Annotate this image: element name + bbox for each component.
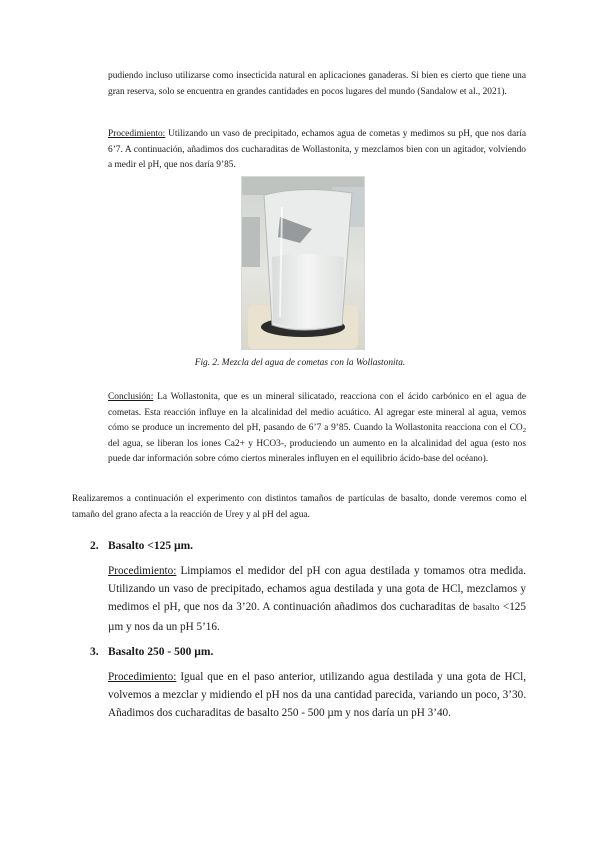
procedure-label: Procedimiento:: [108, 671, 177, 683]
procedure-label: Procedimiento:: [108, 565, 177, 577]
procedure-text: Utilizando un vaso de precipitado, echamos agua de cometas y medimos su pH, que nos daría 6’7. A continuación, añadimos dos cucharaditas de Wollastonita, y mezclamos bien con un agitador, volviendo a medir el pH, que nos daría 9’85.: [108, 129, 526, 171]
section-number: 3.: [90, 646, 99, 658]
conclusion-paragraph: [108, 390, 526, 468]
section-title: Basalto 250 - 500 µm.: [108, 646, 214, 658]
basalt-intro-paragraph: Realizaremos a continuación el experimento con distintos tamaños de partículas de basalto, donde veremos como el tamaño del grano afecta a la reacción de Urey y al pH del agua.: [72, 494, 527, 520]
conclusion-text-a: La Wollastonita, que es un mineral silicatado, reacciona con el ácido carbónico en el agua de cometas. Esta reacción influye en la alcalinidad del medio acuático. Al agregar este mineral al agua, vemos cómo se produce un incremento del pH, pasando de 6’7 a 9’85. Cuando la Wollastonita reacciona con el CO: [108, 392, 526, 434]
section-3-paragraph: [108, 668, 526, 723]
figure-caption: Fig. 2. Mezcla del agua de cometas con la Wollastonita.: [194, 358, 406, 368]
beaker-photo: [241, 176, 365, 350]
procedure-text-b: <125 µm y nos da un pH 5’16.: [108, 601, 526, 633]
intro-paragraph: pudiendo incluso utilizarse como insecticida natural en aplicaciones ganaderas. Si bien es cierto que tiene una gran reserva, solo se encuentra en grandes cantidades en pocos lugares del mundo (Sandalow et al., 2021).: [108, 71, 526, 97]
conclusion-label: Conclusión:: [108, 392, 154, 402]
section-2-paragraph: [108, 562, 526, 636]
procedure-text-small: basalto: [472, 603, 500, 614]
procedure-text: Igual que en el paso anterior, utilizando agua destilada y una gota de HCl, volvemos a mezclar y midiendo el pH nos da una cantidad parecida, variando un poco, 3’30. Añadimos dos cucharaditas de basalto 250 - 500 µm y nos daría un pH 3’40.: [108, 671, 526, 720]
procedure-label: Procedimiento:: [108, 129, 166, 139]
procedure-text-a: Limpiamos el medidor del pH con agua destilada y tomamos otra medida. Utilizando un vaso de precipitado, echamos agua destilada y una gota de HCl, mezclamos y medimos el pH, que nos da 3’20. A continuación añadimos dos cucharaditas de: [108, 565, 526, 614]
section-heading-2: [90, 540, 193, 552]
section-title: Basalto <125 µm.: [108, 540, 194, 552]
section-number: 2.: [90, 540, 99, 552]
conclusion-text-b: del agua, se liberan los iones Ca2+ y HCO3-, produciendo un aumento en la alcalinidad del agua (esto nos puede dar información sobre cómo ciertos minerales influyen en el equilibrio ácido-base del océano).: [108, 438, 526, 465]
co2-subscript: 2: [522, 427, 526, 435]
section-heading-3: [90, 646, 213, 658]
procedure-paragraph-1: [108, 127, 526, 174]
